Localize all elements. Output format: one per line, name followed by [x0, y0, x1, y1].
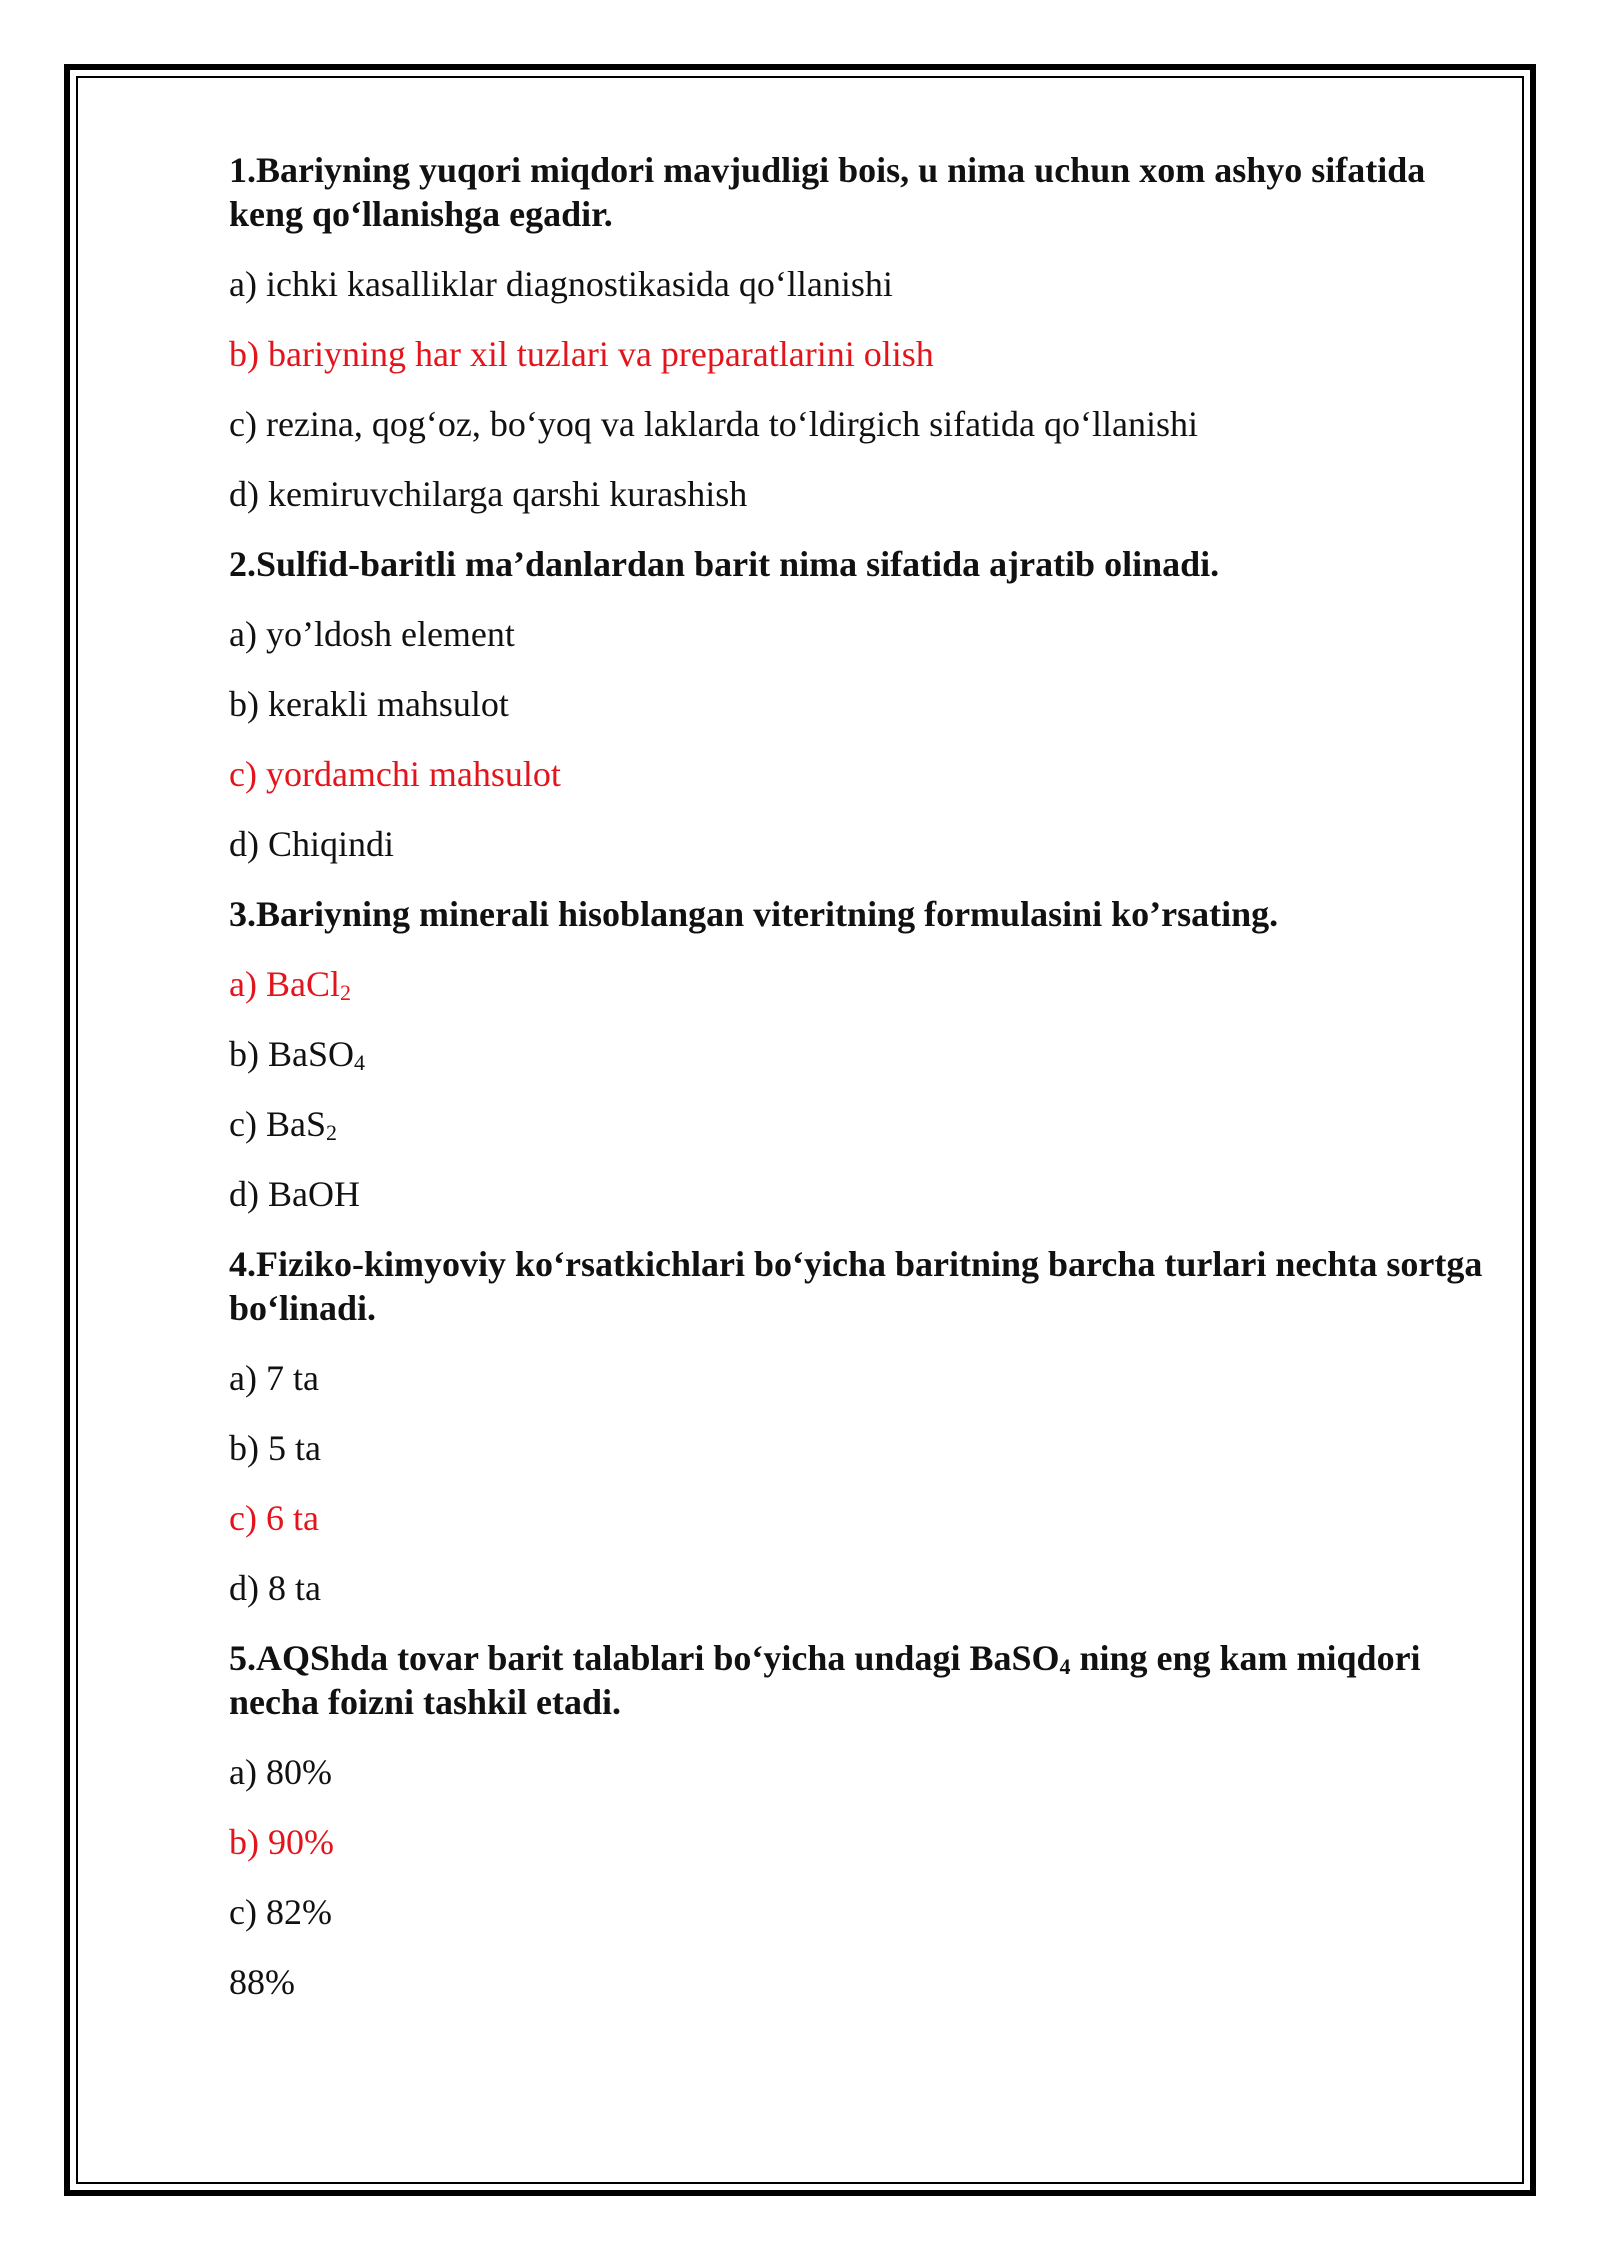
option-3c-subscript: 2 [325, 1120, 337, 1145]
option-2a: a) yo’ldosh element [229, 614, 515, 654]
question-5-subscript: 4 [1059, 1654, 1071, 1679]
option-5b-correct: b) 90% [229, 1822, 334, 1862]
question-5-text-before: 5.AQShda tovar barit talablari bo‘yicha undagi BaSO [229, 1638, 1060, 1678]
option-3c [229, 1102, 1491, 1146]
option-5c: c) 82% [229, 1892, 332, 1932]
option-4c-correct: c) 6 ta [229, 1498, 319, 1538]
option-4b: b) 5 ta [229, 1428, 321, 1468]
question-2: 2.Sulfid-baritli ma’danlardan barit nima sifatida ajratib olinadi. [229, 544, 1220, 584]
option-2c-correct: c) yordamchi mahsulot [229, 754, 561, 794]
option-3b [229, 1032, 1491, 1076]
question-5 [229, 1636, 1491, 1724]
option-2b: b) kerakli mahsulot [229, 684, 509, 724]
question-1: 1.Bariyning yuqori miqdori mavjudligi bois, u nima uchun xom ashyo sifatida keng qo‘llanishga egadir. [229, 150, 1426, 234]
question-4: 4.Fiziko-kimyoviy ko‘rsatkichlari bo‘yicha baritning barcha turlari nechta sortga bo‘linadi. [229, 1244, 1483, 1328]
question-5-text-after: ning eng kam miqdori necha foizni tashkil etadi. [229, 1638, 1421, 1722]
option-4d: d) 8 ta [229, 1568, 321, 1608]
option-3a-correct [229, 962, 1491, 1006]
option-5d: 88% [229, 1962, 295, 2002]
option-1a: a) ichki kasalliklar diagnostikasida qo‘llanishi [229, 264, 893, 304]
option-3d: d) BaOH [229, 1174, 360, 1214]
option-3b-text: b) BaSO [229, 1034, 354, 1074]
option-1b-correct: b) bariyning har xil tuzlari va preparatlarini olish [229, 334, 934, 374]
option-4a: a) 7 ta [229, 1358, 319, 1398]
option-1c: c) rezina, qog‘oz, bo‘yoq va laklarda to‘ldirgich sifatida qo‘llanishi [229, 404, 1199, 444]
question-3: 3.Bariyning minerali hisoblangan viteritning formulasini ko’rsating. [229, 894, 1279, 934]
option-5a: a) 80% [229, 1752, 332, 1792]
quiz-content [229, 148, 1491, 2030]
option-3b-subscript: 4 [354, 1050, 365, 1075]
option-3a-subscript: 2 [339, 980, 351, 1005]
option-2d: d) Chiqindi [229, 824, 395, 864]
option-3c-text: c) BaS [229, 1104, 326, 1144]
option-1d: d) kemiruvchilarga qarshi kurashish [229, 474, 748, 514]
option-3a-text: a) BaCl [229, 964, 340, 1004]
